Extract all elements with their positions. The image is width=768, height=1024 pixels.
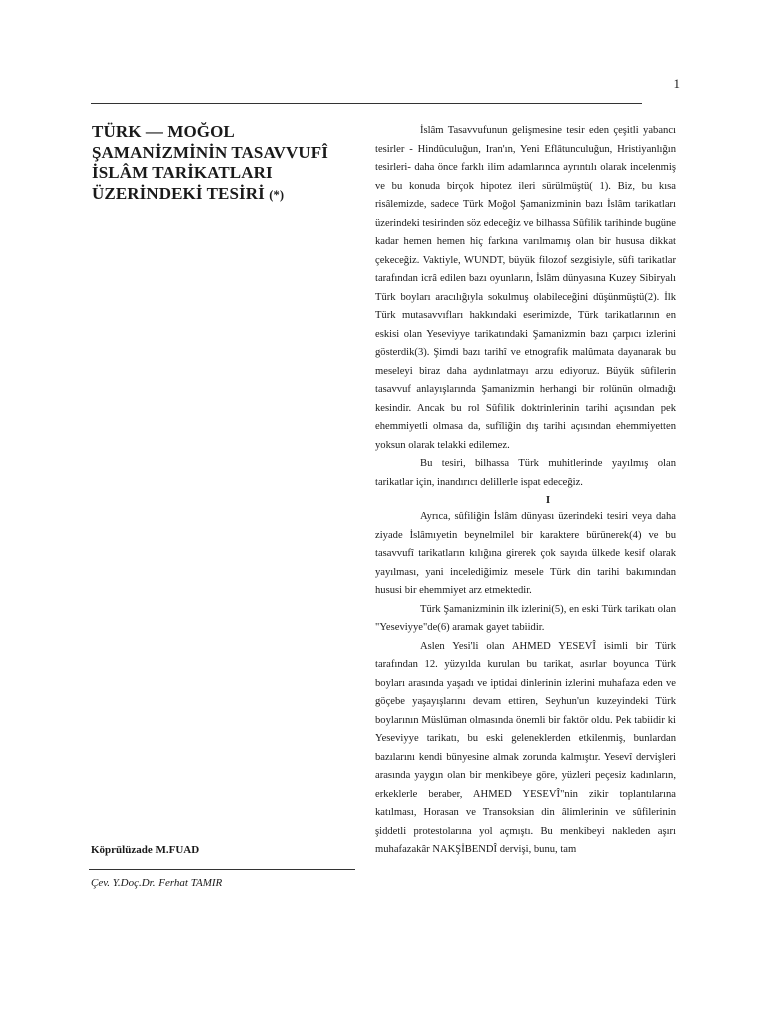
translator-credit: Çev. Y.Doç.Dr. Ferhat TAMIR (91, 877, 223, 889)
title-footnote-marker: (*) (269, 187, 285, 202)
paragraph-5: Aslen Yesi'li olan AHMED YESEVÎ isimli bir Türk tarafından 12. yüzyılda kurulan bu tarikat, asırlar boyunca Türk boyları arasında yaşadı ve iptidai dinlerinin izlerini muhafaza eden ve göçebe yaşayışlarını devam ettiren, Seyhun'un kuzeyindeki Türk boylarının Müslüman olmasında önemli bir faktör oldu. Pek tabiidir ki Yeseviyye tarikatı, bu eski geleneklerden etkilenmiş, bunlardan bazılarını kendi bünyesine almak zorunda kalmıştır. Yesevî dervişleri arasında yaygın olan bir menkibeye göre, yüzleri peçesiz kadınların, erkeklerle beraber, AHMED YESEVÎ"nin zikir toplantılarına katılması, Horasan ve Transoksian din âlimlerinin ve sûfilerinin şiddetli protestolarına yol açmıştı. Bu menkibeyi nakleden aşırı muhafazakâr NAKŞİBENDÎ dervişi, bunu, tam (375, 640, 676, 855)
author-rule (89, 869, 355, 870)
paragraph-2: Bu tesiri, bilhassa Türk muhitlerinde yayılmış olan tarikatlar için, inandırıcı delillerle ispat edeceğiz. (375, 458, 676, 488)
author-name: Köprülüzade M.FUAD (91, 844, 200, 856)
section-heading: I (545, 494, 551, 506)
paragraph-1: İslâm Tasavvufunun gelişmesine tesir eden çeşitli yabancı tesirler - Hindûculuğun, Iran'ın, Yeni Eflâtunculuğun, Hristiyanlığın tesirleri- daha önce farklı ilim adamlarınca ayrıntılı olarak incelenmiş ve bu konuda birçok hipotez ileri sürülmüştü( 1). Biz, bu kısa risâlemizde, sadece Türk Moğol Şamanizminin bazı İslâm tarikatları üzerindeki tesirinden söz edeceğiz ve bilhassa Sûfilik tarihinde bugüne kadar hemen hemen hiç farkına varılmamış olan bir hususa dikkat çekeceğiz. Vaktiyle, WUNDT, büyük filozof sezgisiyle, sûfi tarikatlar tarafından icrâ edilen bazı oyunların, İslâm dünyasına Kuzey Sibiryalı Türk boyları aracılığıyla sokulmuş olabileceğini düşünmüştü(2). İlk Türk mutasavvıfları hakkındaki eserimizde, Türk tarikatlarının en eskisi olan Yeseviyye tarikatındaki Şamanizmin bazı çarpıcı izlerini gösterdik(3). Şimdi bazı tarihî ve etnografik malûmata dayanarak bu meseleyi biraz daha aydınlatmayı arzu ediyoruz. Büyük sûfilerin tasavvuf anlayışlarında Şamanizmin herhangi bir rolünün olmadığı kesindir. Ancak bu rol Sûfilik doktrinlerinin tarihi açısından pek ehemmiyetli olmasa da, sufîliğin dış tarihi açısından ehemmiyetten yoksun olarak telakki edilemez. (375, 125, 676, 451)
paragraph-3: Ayrıca, sûfiliğin İslâm dünyası üzerindeki tesiri veya daha ziyade İslâmıyetin beynelmilel bir karaktere bürünerek(4) ve bu tasavvufî tarikatların kılığına girerek çok sayıda ülkede kesif olarak yayılması, yani incelediğimiz mesele Türk din tarihi bakımından hususi bir ehemmiyet arz etmektedir. (375, 511, 676, 596)
paragraph-4: Türk Şamanizminin ilk izlerini(5), en eski Türk tarikatı olan "Yeseviyye"de(6) aramak gayet tabiidir. (375, 603, 676, 633)
article-body (375, 122, 676, 860)
title-line-4-text: ÜZERİNDEKİ TESİRİ (92, 183, 265, 203)
article-title (92, 122, 362, 205)
title-line-1: TÜRK — MOĞOL (92, 122, 235, 141)
title-line-4 (92, 184, 362, 206)
title-line-3: İSLÂM TARİKATLARI (92, 163, 273, 182)
header-rule (91, 103, 642, 104)
page-number: 1 (673, 76, 680, 91)
title-line-2: ŞAMANİZMİNİN TASAVVUFÎ (92, 142, 328, 162)
